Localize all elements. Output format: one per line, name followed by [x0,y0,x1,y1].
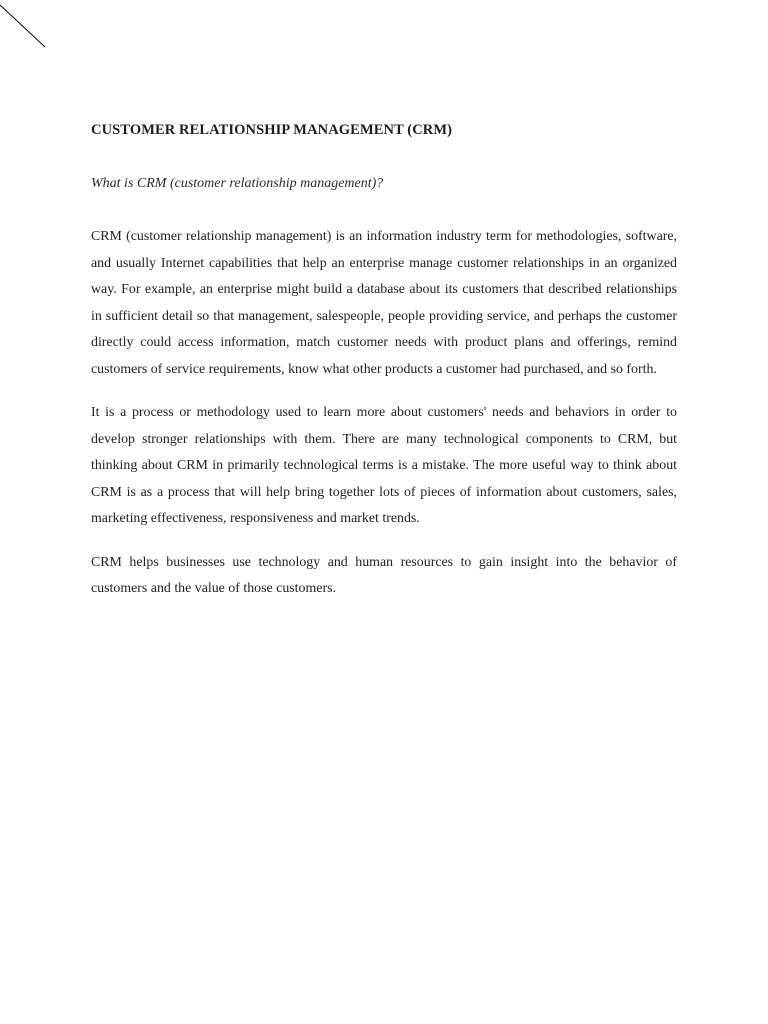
paragraph-2: It is a process or methodology used to learn more about customers' needs and behaviors in order to develop stronger relationships with them. There are many technological components to CRM, but thinking about CRM in primarily technological terms is a mistake. The more useful way to think about CRM is as a process that will help bring together lots of pieces of information about customers, sales, marketing effectiveness, responsiveness and market trends. [91,405,677,526]
page-corner-mark [0,0,50,50]
paragraph-1: CRM (customer relationship management) is an information industry term for methodologies, software, and usually Internet capabilities that help an enterprise manage customer relationships in an organized way. For example, an enterprise might build a database about its customers that described relationships in sufficient detail so that management, salespeople, people providing service, and perhaps the customer directly could access information, match customer needs with product plans and offerings, remind customers of service requirements, know what other products a customer had purchased, and so forth. [91,229,677,377]
paragraph-3: CRM helps businesses use technology and human resources to gain insight into the behavior of customers and the value of those customers. [91,554,677,596]
document-title: CUSTOMER RELATIONSHIP MANAGEMENT (CRM) [91,122,453,138]
document-subtitle: What is CRM (customer relationship management)? [91,176,384,191]
document-body [91,118,677,603]
